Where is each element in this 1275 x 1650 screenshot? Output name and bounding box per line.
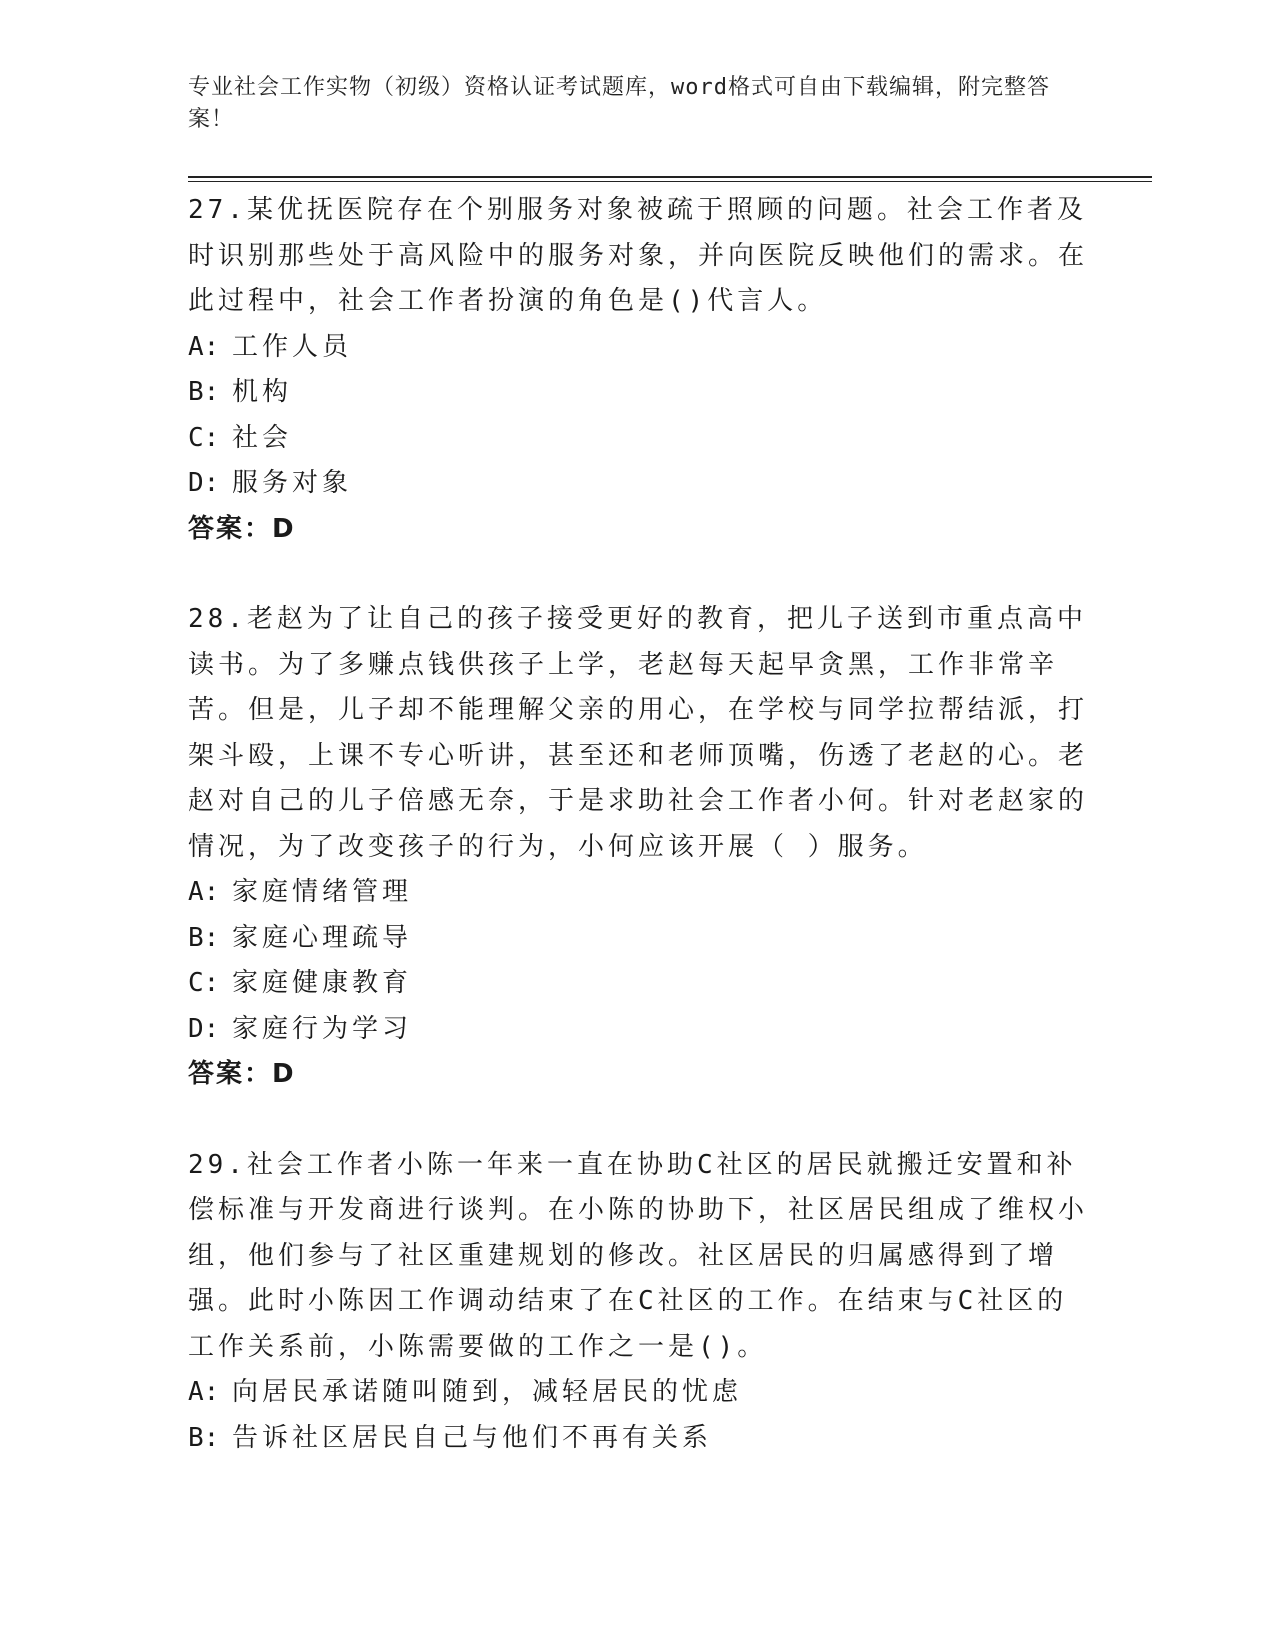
option-letter: C: (188, 422, 220, 453)
option-text: 社会 (232, 422, 293, 453)
option-b (188, 1416, 1088, 1462)
option-letter: D: (188, 468, 220, 498)
question-27 (188, 188, 1088, 552)
option-text: 工作人员 (232, 331, 353, 362)
option-a (188, 870, 1088, 916)
option-letter: A: (188, 331, 220, 362)
option-b (188, 916, 1088, 962)
option-c (188, 416, 1088, 462)
option-text: 家庭行为学习 (232, 1013, 413, 1044)
header-rule-thin (188, 181, 1152, 182)
question-stem: 28.老赵为了让自己的孩子接受更好的教育，把儿子送到市重点高中读书。为了多赚点钱供孩子上学，老赵每天起早贪黑，工作非常辛苦。但是，儿子却不能理解父亲的用心，在学校与同学拉帮结派，打架斗殴，上课不专心听讲，甚至还和老师顶嘴，伤透了老赵的心。老赵对自己的儿子倍感无奈，于是求助社会工作者小何。针对老赵家的情况，为了改变孩子的行为，小何应该开展（ ）服务。 (188, 604, 1089, 862)
option-text: 服务对象 (232, 468, 353, 498)
option-letter: B: (188, 377, 220, 407)
option-letter: D: (188, 1013, 220, 1044)
option-b (188, 370, 1088, 416)
option-text: 家庭情绪管理 (232, 877, 413, 907)
question-spacer (188, 1098, 1088, 1143)
option-text: 机构 (232, 377, 293, 407)
option-text: 告诉社区居民自己与他们不再有关系 (232, 1422, 713, 1453)
option-text: 家庭心理疏导 (232, 922, 413, 953)
option-letter: A: (188, 1377, 220, 1407)
option-letter: C: (188, 968, 220, 998)
question-29 (188, 1143, 1088, 1462)
answer-line: 答案：D (188, 1059, 296, 1089)
question-list (188, 188, 1088, 1461)
answer-line: 答案：D (188, 513, 296, 544)
option-text: 家庭健康教育 (232, 968, 413, 998)
page-header: 专业社会工作实物（初级）资格认证考试题库，word格式可自由下载编辑，附完整答案！ (188, 75, 1050, 132)
option-a (188, 1370, 1088, 1416)
question-stem: 29.社会工作者小陈一年来一直在协助C社区的居民就搬迁安置和补偿标准与开发商进行谈判。在小陈的协助下，社区居民组成了维权小组，他们参与了社区重建规划的修改。社区居民的归属感得到了增强。此时小陈因工作调动结束了在C社区的工作。在结束与C社区的工作关系前，小陈需要做的工作之一是()。 (188, 1149, 1089, 1362)
question-spacer (188, 552, 1088, 597)
option-d (188, 1007, 1088, 1053)
question-28 (188, 597, 1088, 1098)
header-rule-thick (188, 176, 1152, 178)
option-d (188, 461, 1088, 507)
option-a (188, 325, 1088, 371)
option-c (188, 961, 1088, 1007)
option-letter: B: (188, 1422, 220, 1453)
option-letter: A: (188, 877, 220, 907)
question-stem: 27.某优抚医院存在个别服务对象被疏于照顾的问题。社会工作者及时识别那些处于高风险中的服务对象，并向医院反映他们的需求。在此过程中，社会工作者扮演的角色是()代言人。 (188, 195, 1089, 316)
option-letter: B: (188, 922, 220, 953)
option-text: 向居民承诺随叫随到，减轻居民的忧虑 (232, 1377, 743, 1407)
